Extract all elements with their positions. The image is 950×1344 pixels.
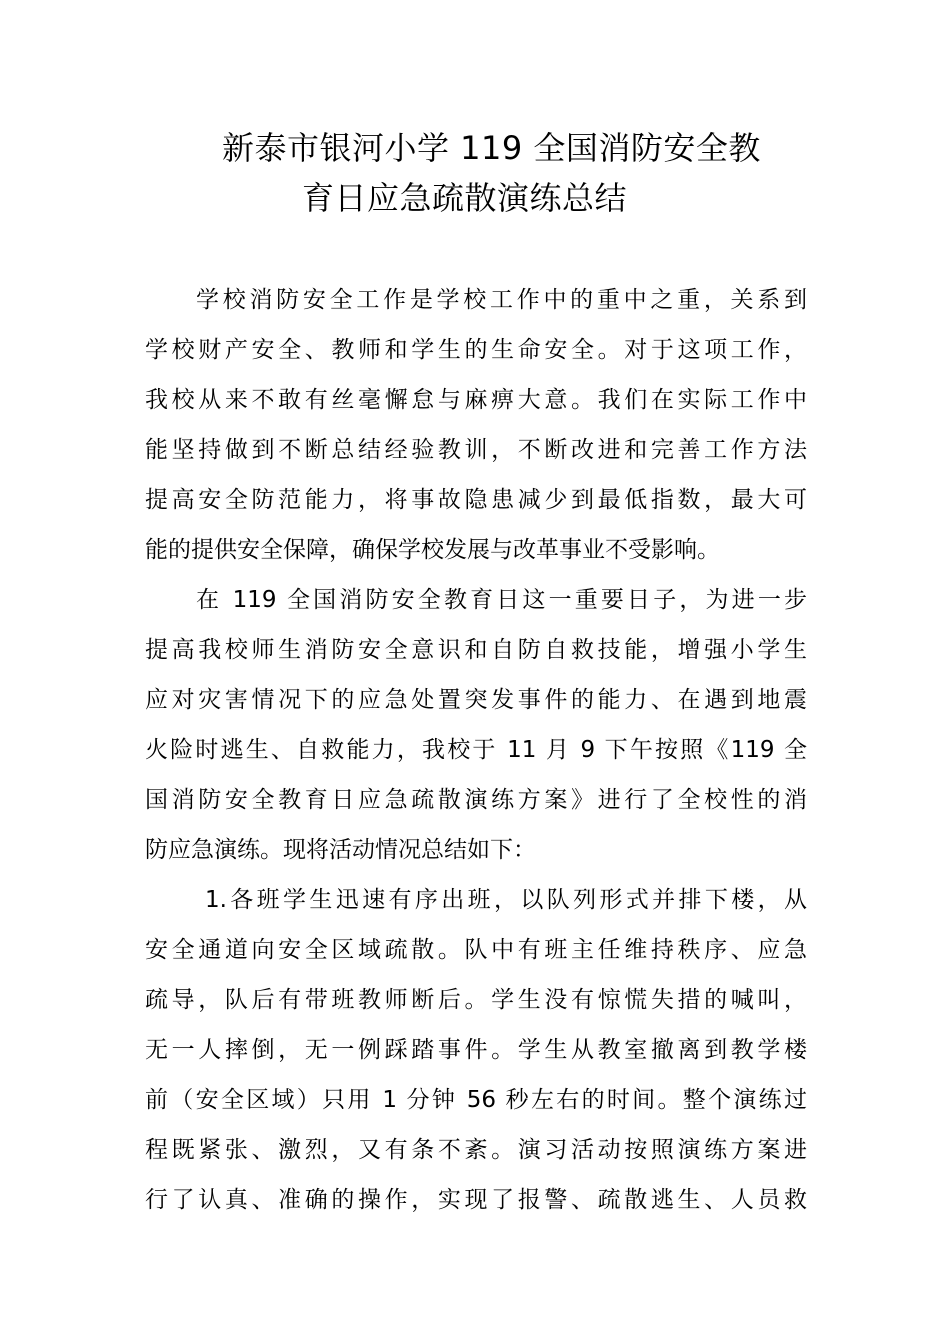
paragraph-2-line-3: 应对灾害情况下的应急处置突发事件的能力、在遇到地震 xyxy=(145,687,807,713)
paragraph-2-line-1: 在 119 全国消防安全教育日这一重要日子，为进一步 xyxy=(196,587,807,613)
paragraph-3-line-6: 程既紧张、激烈，又有条不紊。演习活动按照演练方案进 xyxy=(145,1137,807,1163)
paragraph-3-line-5: 前（安全区域）只用 1 分钟 56 秒左右的时间。整个演练过 xyxy=(145,1087,807,1113)
document-title-line-1: 新泰市银河小学 119 全国消防安全教 xyxy=(222,129,761,167)
paragraph-1-line-2: 学校财产安全、教师和学生的生命安全。对于这项工作， xyxy=(145,337,807,363)
paragraph-2-line-5: 国消防安全教育日应急疏散演练方案》进行了全校性的消 xyxy=(145,787,807,813)
paragraph-1-line-5: 提高安全防范能力，将事故隐患减少到最低指数，最大可 xyxy=(145,487,807,513)
paragraph-1-line-3: 我校从来不敢有丝毫懈怠与麻痹大意。我们在实际工作中 xyxy=(145,387,807,413)
document-title-line-2: 育日应急疏散演练总结 xyxy=(302,179,628,217)
paragraph-1-line-4: 能坚持做到不断总结经验教训，不断改进和完善工作方法 xyxy=(145,437,807,463)
paragraph-2-line-6: 防应急演练。现将活动情况总结如下： xyxy=(145,837,536,863)
paragraph-2-line-4: 火险时逃生、自救能力，我校于 11 月 9 下午按照《119 全 xyxy=(145,737,807,763)
paragraph-1-line-6: 能的提供安全保障，确保学校发展与改革事业不受影响。 xyxy=(145,537,720,563)
paragraph-3-line-1: 1.各班学生迅速有序出班，以队列形式并排下楼，从 xyxy=(205,887,807,913)
paragraph-3-line-4: 无一人摔倒，无一例踩踏事件。学生从教室撤离到教学楼 xyxy=(145,1037,807,1063)
paragraph-1-line-1: 学校消防安全工作是学校工作中的重中之重，关系到 xyxy=(196,287,807,313)
paragraph-3-line-2: 安全通道向安全区域疏散。队中有班主任维持秩序、应急 xyxy=(145,937,807,963)
paragraph-3-line-3: 疏导，队后有带班教师断后。学生没有惊慌失措的喊叫， xyxy=(145,987,807,1013)
paragraph-3-line-7: 行了认真、准确的操作，实现了报警、疏散逃生、人员救 xyxy=(145,1187,807,1213)
paragraph-2-line-2: 提高我校师生消防安全意识和自防自救技能，增强小学生 xyxy=(145,637,807,663)
